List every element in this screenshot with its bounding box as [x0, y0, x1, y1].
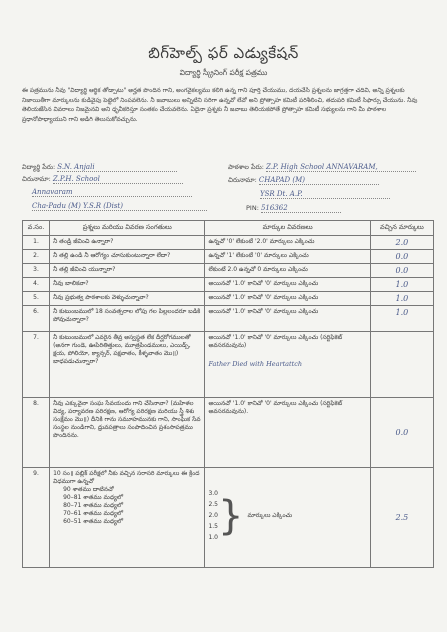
row-mark-cell [370, 468, 433, 568]
row-number: 1. [23, 236, 50, 250]
pin-value: 516362 [261, 204, 341, 213]
row-answer: ఉన్నచో '0' లేకుంటే '2.0' మార్కులు ఎక్కించు [205, 236, 370, 250]
row-mark-value[interactable]: 2.0 [395, 238, 409, 247]
row-answer: మార్కులు ఎక్కించు [247, 511, 293, 519]
row-mark-value[interactable]: 1.0 [395, 308, 409, 317]
row-question: నీ తల్లి జీవించి యున్నారా? [50, 264, 205, 278]
school-address-label: చిరునామా: [228, 176, 257, 184]
row-question: నీ కుటుంబములో 18 సంవత్సరాల లోపు గల పిల్లలందరూ బడికి పోవుచున్నారా? [50, 306, 205, 332]
school-address-field [228, 176, 379, 186]
screening-table [22, 220, 434, 568]
table-row [23, 292, 434, 306]
row-mark-cell [370, 332, 433, 398]
scale-value: 2.0 [208, 512, 218, 519]
table-row [23, 398, 434, 468]
row-answer: ఉన్నచో '1' లేకుంటే '0' మార్కులు ఎక్కించు [205, 250, 370, 264]
scale-value: 1.5 [208, 523, 218, 530]
table-row [23, 468, 434, 568]
row-number: 4. [23, 278, 50, 292]
scale-value: 1.0 [208, 534, 218, 541]
brace-symbol: } [217, 492, 244, 539]
scale-value: 3.0 [208, 490, 218, 497]
row-answer: అయినచో '1.0' కానిచో '0' మార్కులు ఎక్కించు (సర్టిఫికెట్ అవసరమవును). [205, 398, 370, 468]
address-line3-field [32, 202, 207, 211]
row-number: 2. [23, 250, 50, 264]
row-number: 7. [23, 332, 50, 398]
row-mark-cell [370, 292, 433, 306]
row-question: నీ తల్లి ఉండి నీ ఆరోగ్యం చూసుకుంటున్నారా లేదా? [50, 250, 205, 264]
row-number: 9. [23, 468, 50, 568]
row-mark-value[interactable]: 2.5 [395, 513, 409, 522]
address-line2: Annavaram [32, 188, 192, 197]
scale-value: 2.5 [208, 501, 218, 508]
student-name-label: విద్యార్థి పేరు: [22, 163, 56, 171]
row-answer: అయినచో '1.0' కానిచో '0' మార్కులు ఎక్కించు [205, 278, 370, 292]
address-line2-field [32, 188, 192, 197]
row-mark-cell [370, 306, 433, 332]
row-question: నీవు బాలికవా? [50, 278, 205, 292]
address-label: చిరునామా: [22, 175, 51, 183]
col-header-question: ప్రశ్నలు మరియు వివరణ సంగతులు [50, 221, 205, 236]
row-mark-cell [370, 278, 433, 292]
grade-line: 90–81 శాతము మధ్యలో [63, 494, 123, 501]
grade-line: 90 శాతము దాటినచో [63, 486, 114, 493]
pin-field [246, 204, 341, 213]
row-mark-value[interactable]: 0.0 [395, 252, 409, 261]
row-mark-cell [370, 250, 433, 264]
row-mark-cell [370, 236, 433, 250]
row-number: 6. [23, 306, 50, 332]
school-address-line2-field [260, 190, 390, 199]
row-question: 10 సం॥ పబ్లిక్ పరీక్షలో నీకు వచ్చిన సరాసరి మార్కులు ఈ క్రింద విధముగా ఉన్నచో [53, 470, 200, 485]
table-row [23, 236, 434, 250]
pin-label: PIN: [246, 204, 259, 212]
row-handwritten-note: Father Died with Heartattch [208, 360, 303, 368]
school-value: Z.P. High School ANNAVARAM, [266, 163, 416, 172]
row-answer: అయినచో '1.0' కానిచో '0' మార్కులు ఎక్కించు [205, 292, 370, 306]
row-number: 8. [23, 398, 50, 468]
grade-line: 70–61 శాతము మధ్యలో [63, 510, 123, 517]
school-address-line2: YSR Dt. A.P. [260, 190, 390, 199]
table-row [23, 306, 434, 332]
address-line3: Cha-Padu (M) Y.S.R (Dist) [32, 202, 207, 211]
row-question: నీ తండ్రి జీవించి ఉన్నారా? [50, 236, 205, 250]
row-question: నీవు ఎక్కువైనా సంఘ సేవయందు గాని చేసినావా? (మహిళల విద్య, పర్యావరణ పరిరక్షణ, ఆరోగ్య పరిరక్షణ మరియు స్త్రీ శిశు సంక్షేమం మొ॥) దీనికి గాను సమూహమునకు గాని, సాంఘిక సేవ సంస్థల నుండిగాని, ధ్రువపత్రాలు సంపాదించిన ప్రశంసాపత్రము పొందినను. [50, 398, 205, 468]
col-header-number: వ.సం. [23, 221, 50, 236]
row-answer: అయినచో '1.0' కానిచో '0' మార్కులు ఎక్కించు (సర్టిఫికెట్ అవసరమవును) [208, 334, 343, 349]
school-label: పాఠశాల పేరు: [228, 163, 264, 171]
row-number: 3. [23, 264, 50, 278]
row-answer: అయినచో '1.0' కానిచో '0' మార్కులు ఎక్కించు [205, 306, 370, 332]
row-question: నీవు ప్రభుత్వ పాఠశాలకు వెళ్ళుచున్నావా? [50, 292, 205, 306]
table-header-row [23, 221, 434, 236]
row-question: నీ కుటుంబములో ఎవరైన తీవ్ర అస్వస్థత లేక దీర్ఘరోగములతో (అనగా గుండె, ఊపిరితిత్తులు, మూత్రపిండములు, ఎయిడ్స్, క్షయ, పోలియో, క్యాన్సర్, పక్షవాతం, కీళ్ళవాతం మొ॥) బాధపడుచున్నారా? [50, 332, 205, 398]
school-address-line1: CHAPAD (M) [259, 176, 379, 185]
row-mark-value[interactable]: 0.0 [395, 428, 409, 437]
row-number: 5. [23, 292, 50, 306]
table-row [23, 250, 434, 264]
page-subtitle: విద్యార్థి స్క్రీనింగ్ పరీక్ష పత్రము [179, 68, 268, 77]
table-row [23, 332, 434, 398]
grade-line: 80–71 శాతము మధ్యలో [63, 502, 123, 509]
student-name-field [22, 163, 177, 173]
row-mark-cell [370, 264, 433, 278]
row-mark-value[interactable]: 1.0 [395, 280, 409, 289]
page-title: బిగ్‌హెల్ప్ ఫర్ ఎడ్యుకేషన్ [148, 44, 299, 62]
address-line1: Z.P.H. School [53, 175, 183, 184]
row-question-cell [50, 468, 205, 568]
row-answer-cell [205, 332, 370, 398]
intro-paragraph: ఈ పత్రమును నీవు "విద్యార్థి ఆర్థిక తోడ్పాటు" అర్హత పొందిన గాని, అంగవైకల్యము కలిగి ఉన్న గాని పూర్తి చేయుము, దయచేసి ప్రశ్నలను జాగ్రత్తగా చదివి, అన్ని ప్రశ్నలకు నిజాయితీగా మార్కులను కుడివైపు పెట్టెలో నింపవలెను. నీ జవాబులు అన్నిటిని సరిగా ఉన్నవో లేవో అని ప్రోత్సాహ కమిటీ పరిశీలించి, తదుపరి కమిటీ సిఫార్సు చేయును. నీవు తెలియజేసిన వివరాలు నిజమైనవి అని ధృవీకరిస్తూ సంతకం చేయవలెను. ఏదైనా ప్రశ్నకు నీ జవాబు తెలియకపోతే ప్రోత్సాహ కమిటీ సభ్యులను గాని మీ పాఠశాల ప్రధానోపాధ్యాయుని గాని అడిగి తెలుసుకోవచ్చును. [22, 87, 418, 123]
row-answer-cell [205, 468, 370, 568]
address-field [22, 175, 183, 185]
table-row [23, 278, 434, 292]
student-name-value: S.N. Anjali [57, 163, 177, 172]
school-name-field [228, 163, 416, 173]
grade-line: 60–51 శాతము మధ్యలో [63, 518, 123, 525]
row-mark-cell [370, 398, 433, 468]
col-header-marks: వచ్చిన మార్కులు [370, 221, 433, 236]
row-mark-value[interactable]: 1.0 [395, 294, 409, 303]
row-mark-value[interactable]: 0.0 [395, 266, 409, 275]
table-row [23, 264, 434, 278]
col-header-answer: మార్కుల వివరణలు [205, 221, 370, 236]
row-answer: లేకుంటే 2.0 ఉన్నచో 0 మార్కులు ఎక్కించు [205, 264, 370, 278]
